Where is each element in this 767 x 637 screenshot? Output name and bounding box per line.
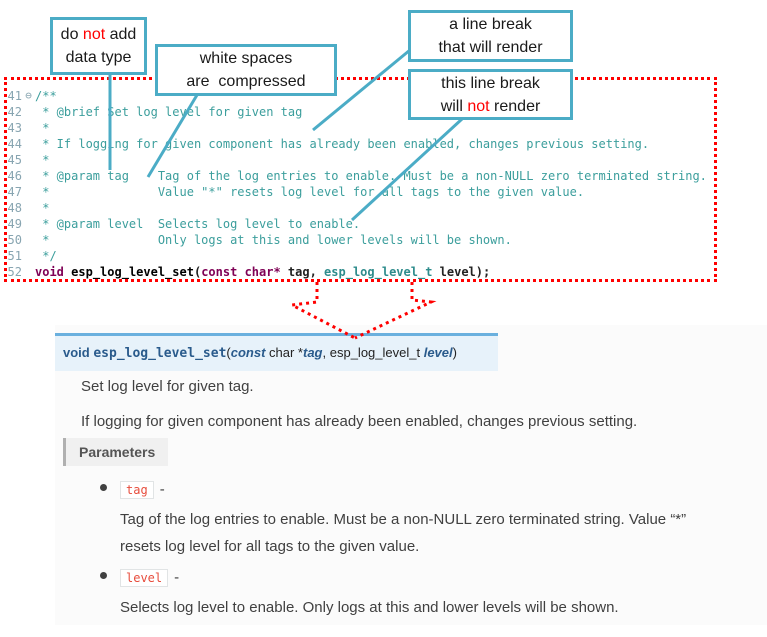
text-segment: level bbox=[423, 345, 453, 360]
gutter-spacer bbox=[22, 168, 35, 184]
function-signature bbox=[55, 333, 498, 371]
param-name-chip: level bbox=[120, 569, 168, 587]
text-segment: esp_log_level_set bbox=[93, 346, 227, 361]
text-segment: tag, bbox=[280, 265, 325, 279]
text-segment: this line break bbox=[441, 74, 540, 92]
text-segment: esp_log_level_t bbox=[324, 265, 433, 279]
text-segment: * @param level Selects log level to enable. bbox=[35, 217, 361, 231]
text-segment: void bbox=[63, 345, 94, 360]
code-text bbox=[35, 264, 490, 280]
text-segment: * @param tag Tag of the log entries to enable. Must be a non-NULL zero terminated string. bbox=[35, 169, 707, 183]
param-description: Tag of the log entries to enable. Must be a non-NULL zero terminated string. Value “*” resets log level for all tags to the given value. bbox=[120, 511, 687, 555]
line-number: 49 bbox=[7, 217, 22, 231]
text-segment: ( bbox=[193, 265, 202, 279]
code-text bbox=[35, 168, 707, 184]
code-text bbox=[35, 200, 49, 216]
text-segment: data type bbox=[65, 49, 132, 66]
text-segment: char * bbox=[265, 345, 303, 360]
line-number: 44 bbox=[7, 137, 22, 151]
gutter-spacer bbox=[22, 216, 35, 232]
callout-line-break-will-not-render bbox=[408, 69, 573, 120]
param-separator: - bbox=[159, 481, 165, 498]
text-segment: do bbox=[60, 26, 83, 43]
line-number: 47 bbox=[7, 185, 22, 199]
code-line bbox=[0, 120, 767, 136]
text-segment: * Value "*" resets log level for all tags to the given value. bbox=[35, 185, 585, 199]
code-text bbox=[35, 88, 57, 104]
detailed-description: If logging for given component has already been enabled, changes previous setting. bbox=[81, 413, 638, 430]
line-number: 48 bbox=[7, 201, 22, 215]
code-text bbox=[35, 184, 584, 200]
fold-collapse-icon[interactable]: ⊖ bbox=[25, 89, 32, 102]
gutter-spacer bbox=[22, 136, 35, 152]
code-line bbox=[0, 248, 767, 264]
line-number: 43 bbox=[7, 121, 22, 135]
text-segment: tag bbox=[303, 345, 323, 360]
text-segment: char* bbox=[244, 265, 281, 279]
code-text bbox=[35, 120, 49, 136]
text-segment: , bbox=[322, 345, 330, 360]
bullet-icon bbox=[100, 572, 107, 579]
line-number: 52 bbox=[7, 265, 22, 279]
text-segment: add bbox=[105, 26, 137, 43]
code-editor bbox=[0, 88, 767, 280]
callout-white-spaces-compressed bbox=[155, 44, 337, 96]
text-segment: white spaces bbox=[199, 50, 293, 67]
gutter-spacer bbox=[22, 120, 35, 136]
param-item-level bbox=[100, 569, 750, 621]
line-number: 51 bbox=[7, 249, 22, 263]
rendered-docs-panel bbox=[55, 325, 767, 625]
code-line bbox=[0, 104, 767, 120]
code-line bbox=[0, 168, 767, 184]
line-number: 42 bbox=[7, 105, 22, 119]
text-segment: const bbox=[230, 345, 266, 360]
text-segment: not bbox=[82, 26, 106, 43]
bullet-icon bbox=[100, 484, 107, 491]
line-number: 50 bbox=[7, 233, 22, 247]
text-segment: render bbox=[489, 97, 541, 115]
gutter-spacer bbox=[22, 248, 35, 264]
callout-line-break-will-render bbox=[408, 10, 573, 62]
text-segment: * If logging for given component has already been enabled, changes previous setting. bbox=[35, 137, 650, 151]
text-segment: a line break bbox=[449, 16, 532, 33]
code-line bbox=[0, 200, 767, 216]
text-segment: are compressed bbox=[186, 73, 306, 90]
text-segment: * bbox=[35, 121, 50, 135]
gutter-spacer bbox=[22, 184, 35, 200]
text-segment: level); bbox=[432, 265, 491, 279]
code-line bbox=[0, 136, 767, 152]
gutter-spacer bbox=[22, 232, 35, 248]
text-segment: not bbox=[467, 97, 490, 115]
line-number: 45 bbox=[7, 153, 22, 167]
text-segment: * @brief Set log level for given tag bbox=[35, 105, 303, 119]
code-line bbox=[0, 232, 767, 248]
text-segment: */ bbox=[35, 249, 57, 263]
text-segment: const bbox=[201, 265, 238, 279]
gutter-spacer bbox=[22, 200, 35, 216]
text-segment: ) bbox=[452, 345, 457, 360]
param-description: Selects log level to enable. Only logs at this and lower levels will be shown. bbox=[120, 599, 619, 616]
code-line bbox=[0, 88, 767, 104]
text-segment: * bbox=[35, 201, 50, 215]
line-number: 41 bbox=[7, 89, 22, 103]
code-line bbox=[0, 216, 767, 232]
code-text bbox=[35, 152, 49, 168]
line-number: 46 bbox=[7, 169, 22, 183]
code-text bbox=[35, 216, 360, 232]
gutter-spacer bbox=[22, 104, 35, 120]
code-line bbox=[0, 264, 767, 280]
param-name-chip: tag bbox=[120, 481, 154, 499]
text-segment: /** bbox=[35, 89, 57, 103]
parameters-heading: Parameters bbox=[63, 438, 168, 466]
callout-do-not-add-data-type bbox=[50, 17, 147, 75]
text-segment: esp_log_level_set bbox=[71, 265, 194, 279]
code-line bbox=[0, 184, 767, 200]
text-segment: will bbox=[440, 97, 468, 115]
text-segment: void bbox=[35, 265, 64, 279]
code-text bbox=[35, 136, 649, 152]
brief-description: Set log level for given tag. bbox=[81, 378, 254, 395]
text-segment bbox=[237, 265, 244, 279]
code-text bbox=[35, 232, 512, 248]
code-text bbox=[35, 104, 302, 120]
text-segment: esp_log_level_t bbox=[329, 345, 424, 360]
code-text bbox=[35, 248, 57, 264]
param-separator: - bbox=[174, 569, 180, 586]
text-segment: that will render bbox=[438, 39, 543, 56]
gutter-spacer bbox=[22, 152, 35, 168]
text-segment: * bbox=[35, 153, 50, 167]
text-segment: ( bbox=[226, 345, 231, 360]
param-item-tag bbox=[100, 481, 750, 560]
text-segment: * Only logs at this and lower levels will be shown. bbox=[35, 233, 512, 247]
gutter-spacer bbox=[22, 264, 35, 280]
code-line bbox=[0, 152, 767, 168]
